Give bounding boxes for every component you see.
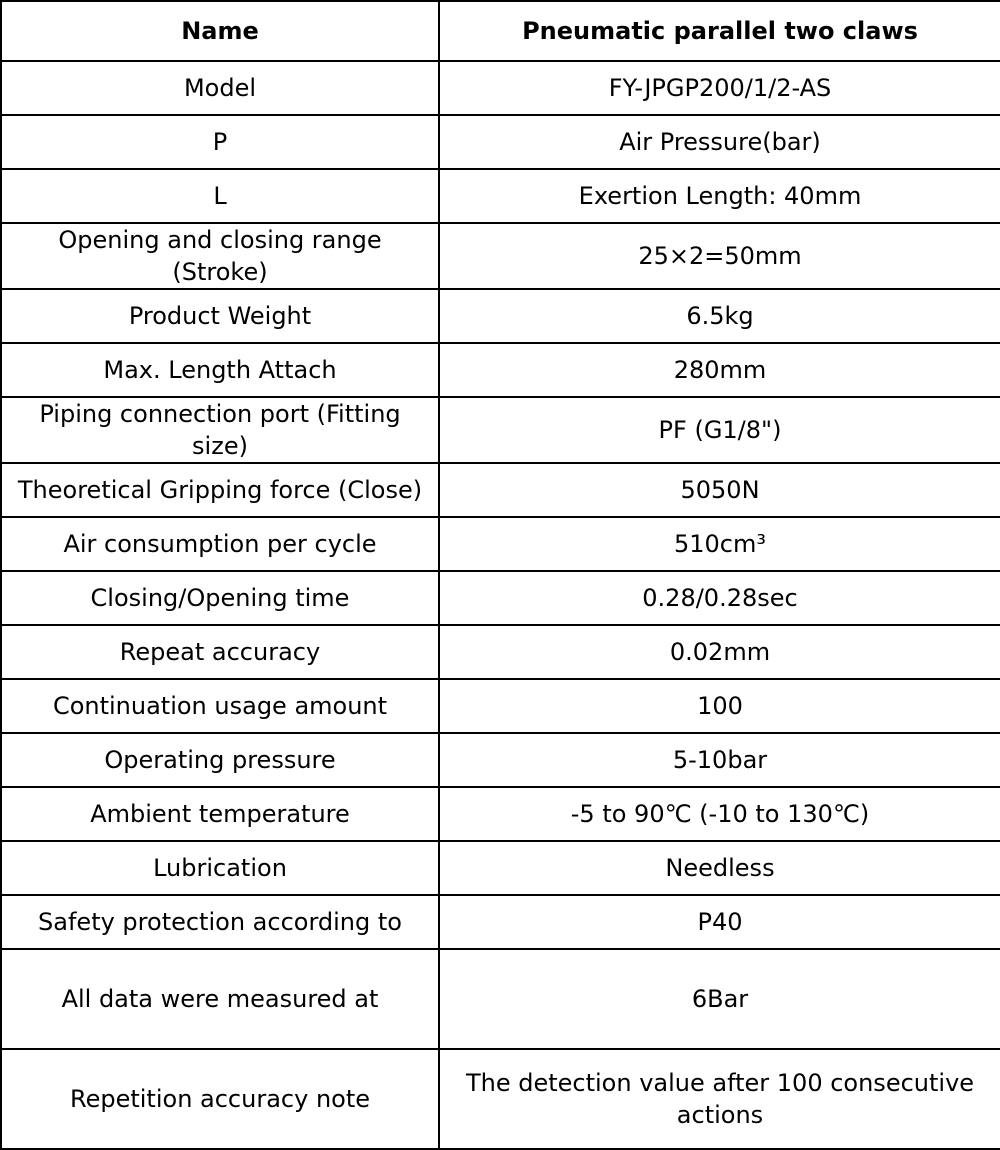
- row-value: -5 to 90℃ (-10 to 130℃): [439, 787, 1000, 841]
- row-value: 6.5kg: [439, 289, 1000, 343]
- table-row: [1, 169, 1000, 223]
- row-value: 5-10bar: [439, 733, 1000, 787]
- table-row: [1, 841, 1000, 895]
- row-value: The detection value after 100 consecutive actions: [439, 1049, 1000, 1149]
- row-label: Piping connection port (Fitting size): [1, 397, 439, 463]
- row-label: All data were measured at: [1, 949, 439, 1049]
- row-label: Lubrication: [1, 841, 439, 895]
- row-label: Theoretical Gripping force (Close): [1, 463, 439, 517]
- row-label: Opening and closing range (Stroke): [1, 223, 439, 289]
- row-value: 0.28/0.28sec: [439, 571, 1000, 625]
- table-row: [1, 61, 1000, 115]
- row-label: Product Weight: [1, 289, 439, 343]
- table-row: [1, 787, 1000, 841]
- row-label: Closing/Opening time: [1, 571, 439, 625]
- row-value: 100: [439, 679, 1000, 733]
- row-value: Air Pressure(bar): [439, 115, 1000, 169]
- table-row: [1, 571, 1000, 625]
- row-label: P: [1, 115, 439, 169]
- table-row: [1, 115, 1000, 169]
- table-row: [1, 895, 1000, 949]
- table-row: [1, 949, 1000, 1049]
- row-label: Max. Length Attach: [1, 343, 439, 397]
- header-name-cell: Name: [1, 1, 439, 61]
- header-row: [1, 1, 1000, 61]
- table-row: [1, 397, 1000, 463]
- row-value: 25×2=50mm: [439, 223, 1000, 289]
- row-value: Needless: [439, 841, 1000, 895]
- row-value: 6Bar: [439, 949, 1000, 1049]
- row-label: Repeat accuracy: [1, 625, 439, 679]
- row-label: Operating pressure: [1, 733, 439, 787]
- row-label: Repetition accuracy note: [1, 1049, 439, 1149]
- table-row: [1, 343, 1000, 397]
- header-product-cell: Pneumatic parallel two claws: [439, 1, 1000, 61]
- table-row: [1, 223, 1000, 289]
- row-value: FY-JPGP200/1/2-AS: [439, 61, 1000, 115]
- table-row: [1, 733, 1000, 787]
- row-value: 5050N: [439, 463, 1000, 517]
- table-row: [1, 289, 1000, 343]
- row-label: Model: [1, 61, 439, 115]
- row-label: L: [1, 169, 439, 223]
- table-row: [1, 517, 1000, 571]
- table-row: [1, 463, 1000, 517]
- row-value: PF (G1/8"): [439, 397, 1000, 463]
- table-row: [1, 625, 1000, 679]
- row-label: Ambient temperature: [1, 787, 439, 841]
- row-value: P40: [439, 895, 1000, 949]
- table-row: [1, 679, 1000, 733]
- row-value: 280mm: [439, 343, 1000, 397]
- row-value: 510cm³: [439, 517, 1000, 571]
- row-label: Air consumption per cycle: [1, 517, 439, 571]
- table-row: [1, 1049, 1000, 1149]
- row-label: Safety protection according to: [1, 895, 439, 949]
- row-label: Continuation usage amount: [1, 679, 439, 733]
- row-value: 0.02mm: [439, 625, 1000, 679]
- row-value: Exertion Length: 40mm: [439, 169, 1000, 223]
